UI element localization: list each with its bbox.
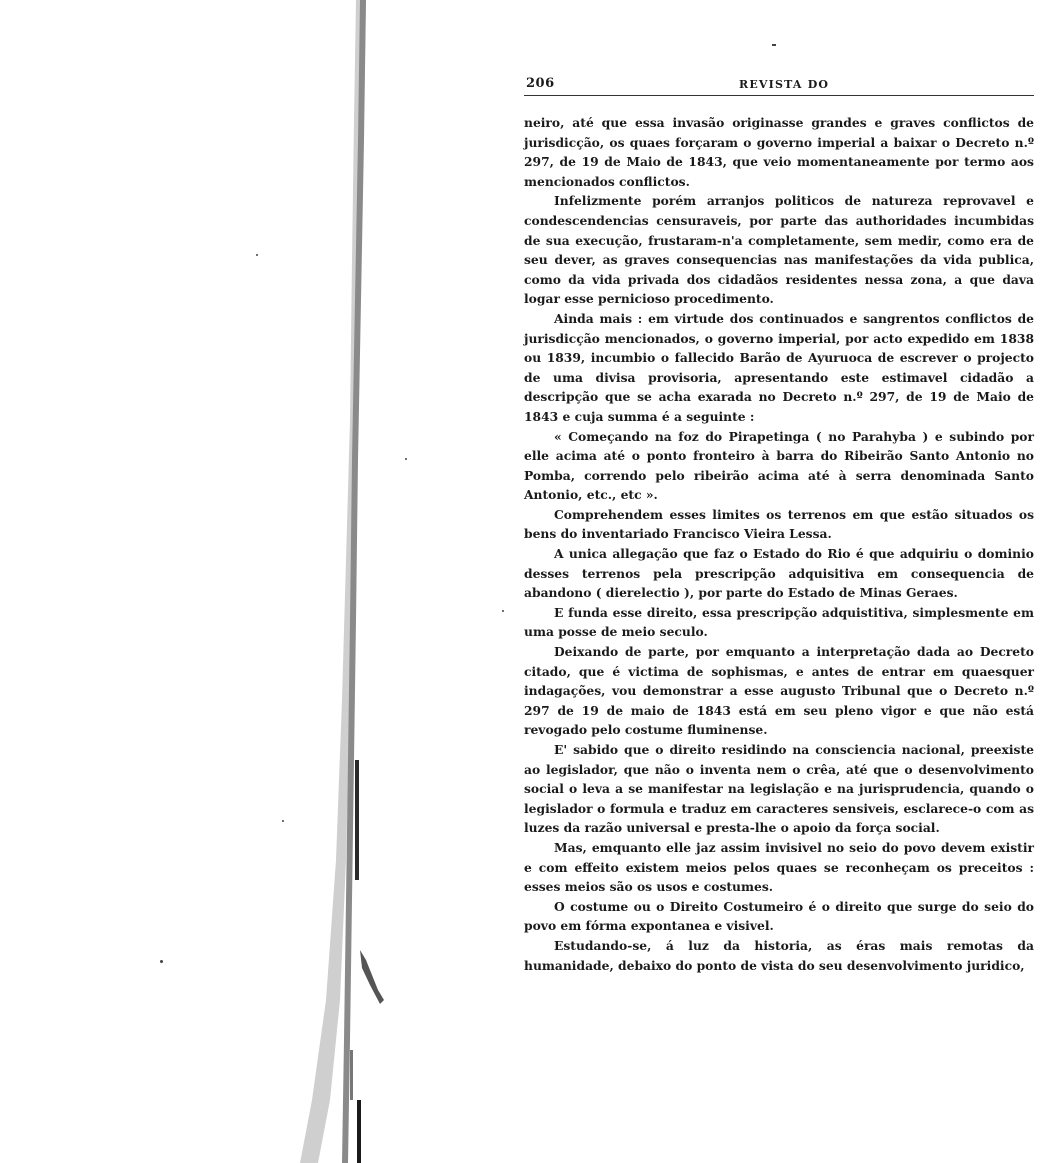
paragraph: Ainda mais : em virtude dos continuados e sangrentos conflictos de jurisdicção mencionados, o governo imperial, por acto expedido em 1838 ou 1839, incumbio o fallecido Barão de Ayuruoca de escrever o projecto de uma divisa provisoria, apresentando este estimavel cidadão a descripção que se acha exarada no Decreto n.º 297, de 19 de Maio de 1843 e cuja summa é a seguinte : [524, 310, 1034, 424]
paragraph: Estudando-se, á luz da historia, as éras mais remotas da humanidade, debaixo do ponto de vista do seu desenvolvimento juridico, [524, 937, 1034, 973]
speck-mark [160, 960, 163, 963]
speck-mark [256, 254, 258, 256]
journal-title: REVISTA DO [739, 78, 830, 91]
running-head [524, 70, 1034, 92]
speck-mark [772, 44, 776, 46]
page-number: 206 [526, 76, 555, 91]
speck-mark [282, 820, 284, 822]
speck-mark [405, 458, 407, 460]
paragraph: Mas, emquanto elle jaz assim invisivel no seio do povo devem existir e com effeito existem meios pelos quaes se reconheçam os preceitos : esses meios são os usos e costumes. [524, 839, 1034, 895]
paragraph: O costume ou o Direito Costumeiro é o direito que surge do seio do povo em fórma expontanea e visivel. [524, 898, 1034, 934]
gutter-shadow-graphic [0, 0, 420, 1163]
binding-gutter-shadow [0, 0, 420, 1163]
header-rule [524, 95, 1034, 96]
paragraph: E' sabido que o direito residindo na consciencia nacional, preexiste ao legislador, que não o inventa nem o crêa, até que o desenvolvimento social o leva a se manifestar na legislação e na jurisprudencia, quando o legislador o formula e traduz em caracteres sensiveis, esclarece-o com as luzes da razão universal e presta-lhe o apoio da força social. [524, 742, 1034, 836]
paragraph: E funda esse direito, essa prescripção adquistitiva, simplesmente em uma posse de meio seculo. [524, 604, 1034, 640]
paragraph: Deixando de parte, por emquanto a interpretação dada ao Decreto citado, que é victima de sophismas, e antes de entrar em quaesquer indagações, vou demonstrar a esse augusto Tribunal que o Decreto n.º 297 de 19 de maio de 1843 está em seu pleno vigor e que não está revogado pelo costume fluminense. [524, 644, 1034, 738]
paragraph: Infelizmente porém arranjos politicos de natureza reprovavel e condescendencias censuraveis, por parte das authoridades incumbidas de sua execução, frustaram-n'a completamente, sem medir, como era de seu dever, as graves consequencias nas manifestações da vida publica, como da vida privada dos cidadãos residentes nessa zona, a que dava logar esse pernicioso procedimento. [524, 193, 1034, 307]
body-text [524, 113, 1034, 975]
paragraph: Comprehendem esses limites os terrenos em que estão situados os bens do inventariado Francisco Vieira Lessa. [524, 506, 1034, 542]
quotation-paragraph: « Começando na foz do Pirapetinga ( no Parahyba ) e subindo por elle acima até o ponto fronteiro à barra do Ribeirão Santo Antonio no Pomba, correndo pelo ribeirão acima até à serra denominada Santo Antonio, etc., etc ». [524, 428, 1034, 503]
paragraph: neiro, até que essa invasão originasse grandes e graves conflictos de jurisdicção, os quaes forçaram o governo imperial a baixar o Decreto n.º 297, de 19 de Maio de 1843, que veio momentaneamente por termo aos mencionados conflictos. [524, 115, 1034, 189]
paragraph: A unica allegação que faz o Estado do Rio é que adquiriu o dominio desses terrenos pela prescripção adquisitiva em consequencia de abandono ( dierelectio ), por parte do Estado de Minas Geraes. [524, 546, 1034, 601]
document-page [524, 70, 1034, 975]
speck-mark [502, 610, 504, 612]
